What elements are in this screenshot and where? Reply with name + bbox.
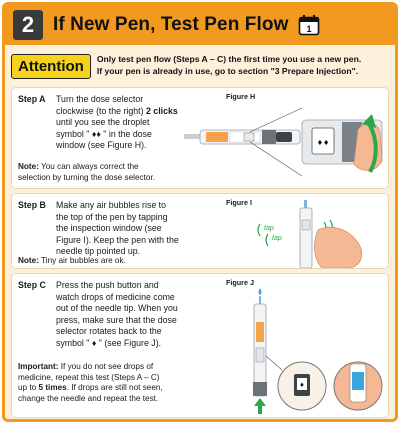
step-a-card: [11, 87, 389, 189]
step-b-line-5: needle tip pointed up.: [56, 246, 141, 257]
step-c-important-label: Important:: [18, 362, 59, 371]
tap-label-1: tap: [264, 225, 274, 232]
step-a-label: Step A: [18, 94, 46, 104]
step-c-important-line-3: [18, 383, 163, 394]
attention-row: [11, 49, 391, 83]
step-a-line-2-text: clockwise (to the right): [56, 105, 146, 116]
step-a-line-4: symbol " ♦♦ " in the dose: [56, 128, 152, 139]
step-a-text: [56, 94, 178, 152]
step-b-card: [11, 193, 389, 269]
step-a-note-label: Note:: [18, 162, 39, 171]
step-a-line-1: Turn the dose selector: [56, 94, 144, 104]
step-a-note-line-1: [18, 162, 155, 173]
step-a-line-5: window (see Figure H).: [56, 140, 147, 151]
step-a-clicks: 2 clicks: [145, 105, 178, 116]
figure-h-illustration: [182, 102, 387, 186]
step-b-line-2: the top of the pen by tapping: [56, 211, 168, 222]
figure-i-illustration: [242, 200, 382, 268]
step-b-line-1: Make any air bubbles rise to: [56, 200, 167, 210]
step-b-note: [18, 256, 126, 267]
attention-text: [97, 54, 361, 77]
step-b-text: [56, 200, 179, 258]
step-c-card: [11, 273, 389, 418]
svg-text:1: 1: [306, 24, 312, 34]
step-a-note-line-2: selection by turning the dose selector.: [18, 172, 155, 182]
section-header: [5, 5, 395, 45]
step-c-line-6: symbol " ♦ " (see Figure J).: [56, 338, 162, 349]
tap-label-2: tap: [272, 235, 282, 242]
step-c-repeat-count: 5 times: [38, 383, 67, 393]
figure-j-label: Figure J: [226, 278, 254, 287]
step-b-line-4: Figure I). Keep the pen with the: [56, 234, 179, 245]
step-c-important-line-3-pre: up to: [18, 383, 39, 393]
calendar-icon: [298, 14, 320, 36]
svg-text:♦: ♦: [299, 382, 305, 389]
svg-text:♦♦: ♦♦: [316, 139, 330, 147]
step-c-important-line-2: medicine, repeat this test (Steps A – C): [18, 372, 160, 382]
step-c-important-text: If you do not see drops of: [58, 362, 154, 371]
figure-h-label: Figure H: [226, 92, 256, 101]
section-number: 2: [13, 10, 43, 40]
figure-j-illustration: [224, 286, 386, 416]
step-a-note: [18, 162, 155, 183]
attention-badge: Attention: [11, 54, 91, 79]
step-c-important-line-1: [18, 362, 163, 373]
attention-line-2: If your pen is already in use, go to section "3 Prepare Injection".: [96, 66, 359, 76]
step-b-line-3: the inspection window (see: [56, 223, 162, 234]
step-b-note-label: Note:: [18, 256, 39, 265]
step-c-line-5: selector rotates back to the: [56, 326, 162, 337]
step-c-line-2: watch drops of medicine come: [56, 291, 175, 302]
attention-line-1: Only test pen flow (Steps A – C) the first time you use a new pen.: [96, 54, 362, 65]
step-c-label: Step C: [18, 280, 46, 290]
section-title: If New Pen, Test Pen Flow: [53, 14, 289, 35]
step-c-line-3: out of the needle tip. When you: [56, 303, 178, 314]
step-b-note-text: Tiny air bubbles are ok.: [38, 256, 126, 265]
step-a-note-text: You can always correct the: [38, 162, 139, 171]
step-c-line-4: press, make sure that the dose: [56, 314, 177, 325]
step-c-important-line-4: change the needle and repeat the test.: [18, 393, 159, 403]
step-c-line-1: Press the push button and: [56, 280, 159, 290]
instruction-panel: [2, 2, 398, 422]
step-c-important: [18, 362, 163, 405]
step-c-text: [56, 280, 178, 350]
step-b-label: Step B: [18, 200, 46, 210]
step-a-line-2: [56, 106, 178, 118]
step-c-important-line-3-post: . If drops are still not seen,: [66, 383, 163, 393]
figure-i-label: Figure I: [226, 198, 252, 207]
step-a-line-3: until you see the droplet: [56, 117, 150, 128]
